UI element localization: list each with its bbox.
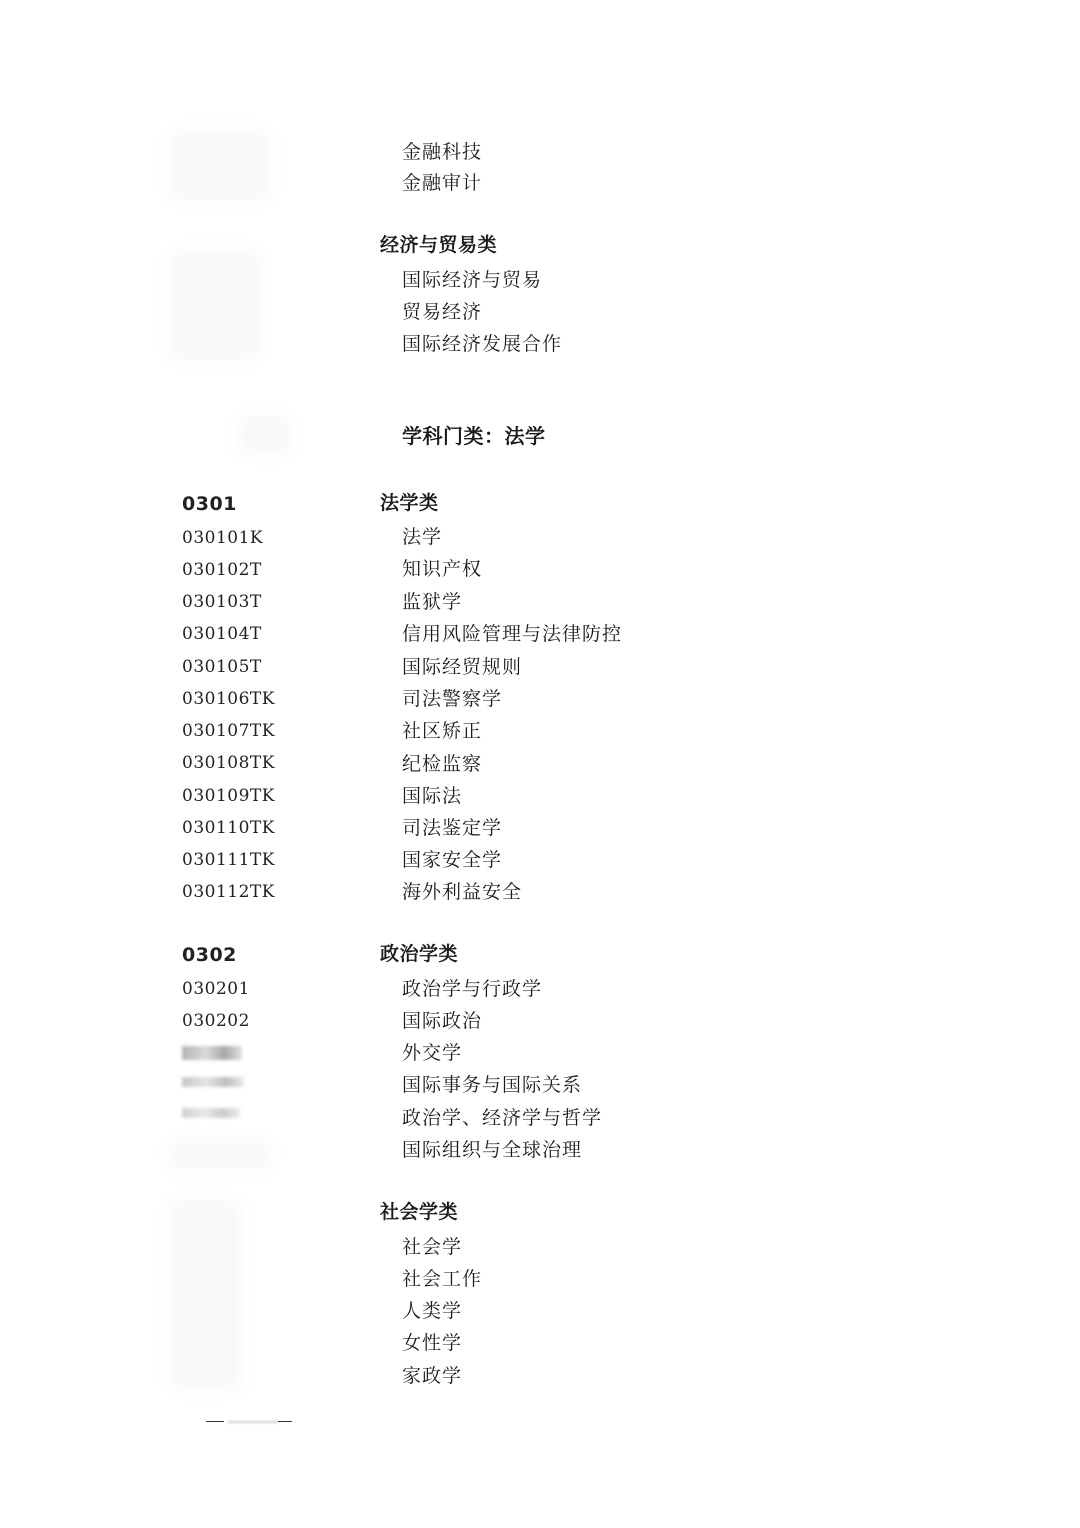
category-title: 法学类: [380, 492, 439, 514]
major-name: 人类学: [402, 1300, 463, 1322]
major-name: 社区矫正: [402, 720, 483, 742]
footer-dash-left: [206, 1421, 224, 1422]
major-code: 030106TK: [182, 689, 275, 709]
major-code: 030111TK: [182, 850, 275, 870]
major-name: 国际经济发展合作: [402, 333, 563, 355]
major-name: 政治学、经济学与哲学: [402, 1107, 603, 1129]
major-name: 司法鉴定学: [402, 817, 503, 839]
major-name: 监狱学: [402, 591, 463, 613]
major-code: 030103T: [182, 592, 262, 612]
major-name: 金融科技: [402, 141, 483, 163]
major-code: 030102T: [182, 560, 262, 580]
blurred-code: [182, 1046, 242, 1060]
major-name: 政治学与行政学: [402, 978, 543, 1000]
scan-smudge: [170, 1200, 240, 1390]
major-name: 贸易经济: [402, 301, 483, 323]
major-name: 海外利益安全: [402, 881, 523, 903]
major-code: 030202: [182, 1011, 250, 1031]
major-name: 家政学: [402, 1365, 463, 1387]
scan-smudge: [240, 415, 290, 455]
major-code: 030110TK: [182, 818, 275, 838]
category-title: 经济与贸易类: [380, 234, 498, 256]
blurred-code: [182, 1077, 244, 1087]
major-name: 金融审计: [402, 172, 483, 194]
major-name: 司法警察学: [402, 688, 503, 710]
footer-dash-right: [278, 1421, 292, 1422]
category-title: 社会学类: [380, 1201, 459, 1223]
major-code: 030201: [182, 979, 250, 999]
major-name: 信用风险管理与法律防控: [402, 623, 623, 645]
major-name: 国际经济与贸易: [402, 269, 543, 291]
major-name: 法学: [402, 526, 443, 548]
major-code: 030109TK: [182, 786, 275, 806]
major-name: 国际政治: [402, 1010, 483, 1032]
major-code: 030101K: [182, 528, 264, 548]
major-name: 国际法: [402, 785, 463, 807]
major-name: 知识产权: [402, 558, 483, 580]
category-code: 0302: [182, 944, 237, 966]
scan-smudge: [170, 130, 270, 200]
major-name: 纪检监察: [402, 753, 483, 775]
scan-smudge: [170, 1140, 270, 1170]
scan-smudge: [170, 250, 260, 360]
major-name: 社会工作: [402, 1268, 483, 1290]
major-code: 030112TK: [182, 882, 275, 902]
major-name: 女性学: [402, 1332, 463, 1354]
category-code: 0301: [182, 493, 237, 515]
footer-page-number-blurred: [228, 1421, 278, 1423]
discipline-heading: 学科门类：法学: [402, 424, 546, 448]
major-code: 030105T: [182, 657, 262, 677]
major-name: 国际组织与全球治理: [402, 1139, 583, 1161]
major-name: 国家安全学: [402, 849, 503, 871]
major-name: 社会学: [402, 1236, 463, 1258]
major-name: 国际事务与国际关系: [402, 1074, 583, 1096]
major-name: 国际经贸规则: [402, 656, 523, 678]
category-title: 政治学类: [380, 943, 459, 965]
major-code: 030108TK: [182, 753, 275, 773]
major-name: 外交学: [402, 1042, 463, 1064]
major-code: 030104T: [182, 624, 262, 644]
blurred-code: [182, 1108, 240, 1118]
major-code: 030107TK: [182, 721, 275, 741]
